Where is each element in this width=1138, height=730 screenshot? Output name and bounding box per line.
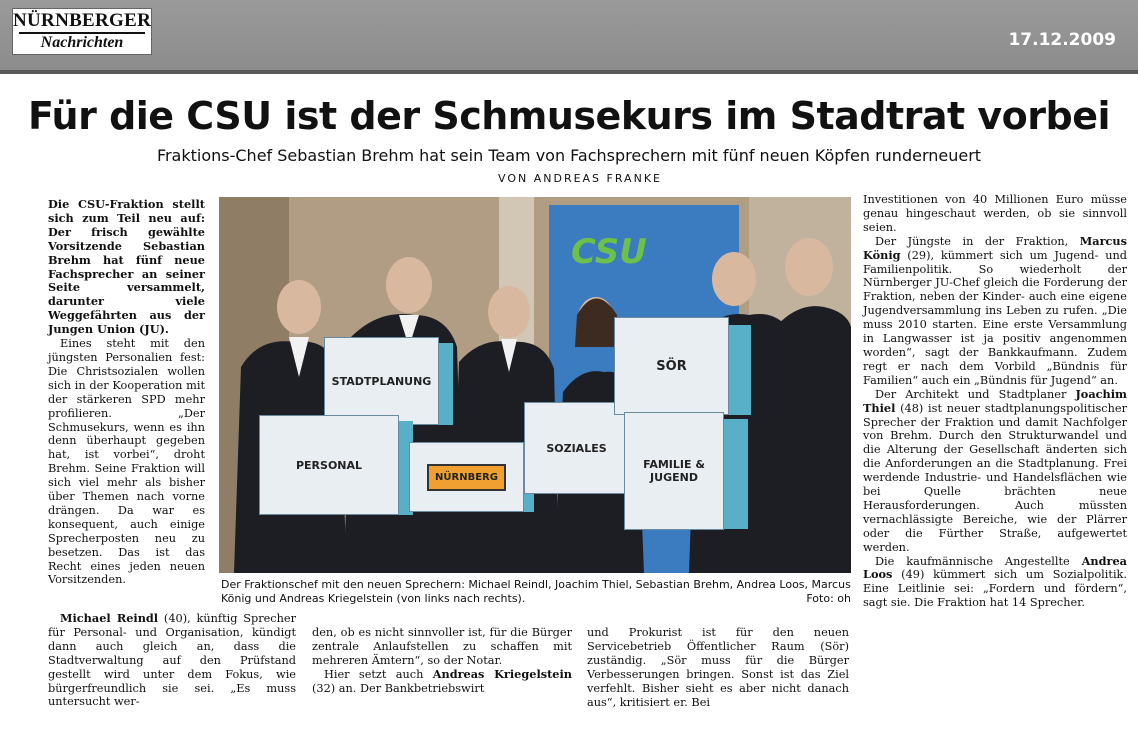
box-side <box>729 325 751 415</box>
box-side <box>724 419 748 529</box>
paragraph: Eines steht mit den jüngsten Personalien fest: Die Christsozialen wollen sich in der Kooperation mit der stärkeren SPD mehr profilieren. „Der Schmusekurs, wenn es ihn denn überhaupt gegeben hat, ist vorbei“, droht Brehm. Seine Fraktion will sich viel mehr als bisher über Themen nach vorne drängen. Da war es konsequent, auch einige Sprecherposten neu zu besetzen. Das ist das Recht eines jeden neuen Vorsitzenden. <box>48 337 205 587</box>
box-label: PERSONAL <box>295 458 363 472</box>
column-4 <box>863 193 1127 610</box>
bottom-column-3 <box>587 626 849 709</box>
text: Der Jüngste in der Fraktion, <box>875 234 1080 248</box>
header-rule <box>0 70 1138 74</box>
box-nuernberg <box>409 442 524 512</box>
group-photo <box>219 197 851 573</box>
paragraph: Investitionen von 40 Millionen Euro müsse genau hingeschaut werden, ob sie sinnvoll seien. <box>863 193 1127 234</box>
text: (49) kümmert sich um Sozialpolitik. Eine Leitlinie sei: „Fordern und fördern“, sagt sie. Die Fraktion hat 14 Sprecher. <box>863 568 1127 610</box>
article-headline: Für die CSU ist der Schmusekurs im Stadtrat vorbei <box>27 94 1111 138</box>
text: Die kaufmännische Angestellte <box>875 554 1082 568</box>
person-name: Joachim Thiel <box>863 386 1127 415</box>
text: (32) an. Der Bankbetriebswirt <box>312 681 485 695</box>
logo-top: NÜRNBERGER <box>13 10 152 31</box>
box-soer <box>614 317 729 415</box>
photo-scene <box>219 197 851 573</box>
box-stadtplanung <box>324 337 439 425</box>
box-personal <box>259 415 399 515</box>
box-label: NÜRNBERG <box>427 464 506 491</box>
caption-text: Der Fraktionschef mit den neuen Sprechern: Michael Reindl, Joachim Thiel, Sebastian Brehm, Andrea Loos, Marcus König und Andreas Kriegelstein (von links nach rechts). <box>221 578 851 605</box>
box-soziales <box>524 402 629 494</box>
photo-credit: Foto: oh <box>806 592 851 605</box>
person-name: Michael Reindl <box>60 611 159 625</box>
article-subheadline: Fraktions-Chef Sebastian Brehm hat sein Team von Fachsprechern mit fünf neuen Köpfen runderneuert <box>156 146 982 165</box>
person-name: Andreas Kriegelstein <box>432 666 572 681</box>
column-1 <box>48 198 205 587</box>
bottom-column-1 <box>48 612 296 709</box>
page-header <box>0 0 1138 70</box>
text: (29), kümmert sich um Jugend- und Familienpolitik. So wiederholt der Nürnberger JU-Chef gleich die Forderung der Fraktion, neben der Kinder- auch eine eigene Jugendversammlung ins Leben zu rufen. „Die muss 2010 starten. Eine erste Versammlung in Langwasser ist ja positiv angenommen worden“, sagt der Bankkaufmann. Zudem regt er nach dem Vorbild „Bündnis für Familien“ auch ein „Bündnis für Jugend“ an. <box>863 248 1127 387</box>
box-label: FAMILIE & JUGEND <box>643 458 705 484</box>
box-familie-jugend <box>624 412 724 530</box>
paragraph: und Prokurist ist für den neuen Servicebetrieb Öffentlicher Raum (Sör) zuständig. „Sör muss für die Bürger Verbesserungen bringen. Sonst ist das Ziel verfehlt. Bisher sieht es aber nicht danach aus“, kritisiert er. Bei <box>587 626 849 709</box>
box-label: SÖR <box>656 358 687 374</box>
person-name: Marcus König <box>863 233 1127 262</box>
logo-bottom: Nachrichten <box>40 34 124 51</box>
csu-banner-logo: CSU <box>571 232 647 272</box>
newspaper-logo <box>12 8 152 55</box>
photo-caption <box>221 578 851 606</box>
article-byline: VON ANDREAS FRANKE <box>498 172 662 185</box>
text: (48) ist neuer stadtplanungspolitischer Sprecher der Fraktion und damit Nachfolger von Brehm. Durch den Strukturwandel und die Alterung der Gesellschaft änderten sich die Anforderungen an die Stadtplanung. Frei werdende Industrie- und Handelsflächen wie bei Quelle brächten neue Herausforderungen. Auch müssten vernachlässigte Bereiche, wie der Plärrer oder die Fürther Straße, aufgewertet werden. <box>863 401 1127 554</box>
box-label: STADTPLANUNG <box>331 374 432 388</box>
issue-date: 17.12.2009 <box>1008 30 1116 50</box>
text: Hier setzt auch <box>324 667 433 681</box>
box-label: SOZIALES <box>546 441 607 455</box>
person-name: Andrea Loos <box>863 553 1127 582</box>
bottom-column-2 <box>312 626 572 696</box>
paragraph: den, ob es nicht sinnvoller ist, für die Bürger zentrale Anlaufstellen zu schaffen mit mehreren Ämtern“, so der Notar. <box>312 626 572 667</box>
text: Der Architekt und Stadtplaner <box>875 387 1076 401</box>
box-side <box>439 343 453 425</box>
lead-paragraph: Die CSU-Fraktion stellt sich zum Teil neu auf: Der frisch gewählte Vorsitzende Sebastian Brehm hat fünf neue Fachsprecher an seiner Seite versammelt, darunter viele Weggefährten aus der Jungen Union (JU). <box>48 197 205 337</box>
paragraph: (40), künftig Sprecher für Personal- und Organisation, kündigt dann auch gleich an, dass die Stadtverwaltung auf den Prüfstand gestellt wird unter dem Fokus, wie bürgerfreundlich sie sei. „Es muss untersucht wer- <box>48 612 296 709</box>
